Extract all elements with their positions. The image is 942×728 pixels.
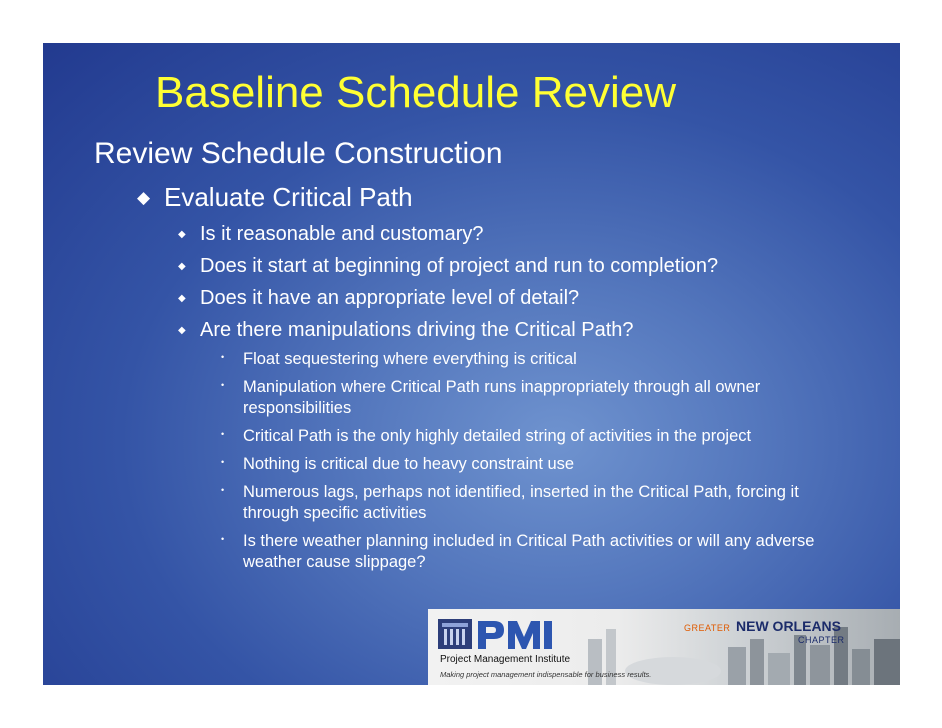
pmi-tagline: Making project management indispensable for business results. [440, 670, 652, 679]
question-text: Are there manipulations driving the Critical Path? [200, 319, 634, 341]
detail-text: Numerous lags, perhaps not identified, inserted in the Critical Path, forcing it through specific activities [243, 483, 799, 522]
chapter-city: NEW ORLEANS [736, 618, 841, 634]
list-item [221, 349, 821, 370]
question-text: Does it have an appropriate level of detail? [200, 287, 580, 309]
diamond-bullet-icon: ◆ [178, 261, 186, 272]
list-item [221, 426, 821, 447]
sub-heading: Evaluate Critical Path [164, 182, 413, 212]
diamond-bullet-icon: ◆ [137, 188, 151, 207]
dot-bullet-icon: • [221, 485, 225, 495]
footer-banner [428, 609, 900, 685]
dot-bullet-icon: • [221, 457, 225, 467]
list-item [221, 531, 821, 573]
dot-bullet-icon: • [221, 352, 225, 362]
detail-text: Manipulation where Critical Path runs inappropriately through all owner responsibilities [243, 378, 761, 417]
pmi-logo [438, 617, 568, 651]
list-item [221, 377, 821, 419]
diamond-bullet-icon: ◆ [178, 293, 186, 304]
question-text: Does it start at beginning of project and run to completion? [200, 255, 719, 277]
pmi-org-name: Project Management Institute [440, 654, 571, 665]
dot-bullet-icon: • [221, 380, 225, 390]
diamond-bullet-icon: ◆ [178, 229, 186, 240]
slide [43, 43, 900, 685]
dot-bullet-icon: • [221, 534, 225, 544]
detail-text: Nothing is critical due to heavy constraint use [243, 455, 575, 473]
list-item [221, 482, 821, 524]
slide-title: Baseline Schedule Review [155, 68, 676, 117]
question-text: Is it reasonable and customary? [200, 223, 484, 245]
list-item [221, 454, 821, 475]
chapter-prefix: GREATER [684, 623, 731, 633]
detail-list [221, 349, 821, 580]
section-heading: Review Schedule Construction [94, 137, 503, 170]
detail-text: Float sequestering where everything is critical [243, 350, 577, 368]
detail-text: Critical Path is the only highly detailed string of activities in the project [243, 427, 752, 445]
detail-text: Is there weather planning included in Critical Path activities or will any adverse weather cause slippage? [243, 532, 815, 571]
diamond-bullet-icon: ◆ [178, 325, 186, 336]
chapter-suffix: CHAPTER [798, 635, 845, 645]
dot-bullet-icon: • [221, 429, 225, 439]
